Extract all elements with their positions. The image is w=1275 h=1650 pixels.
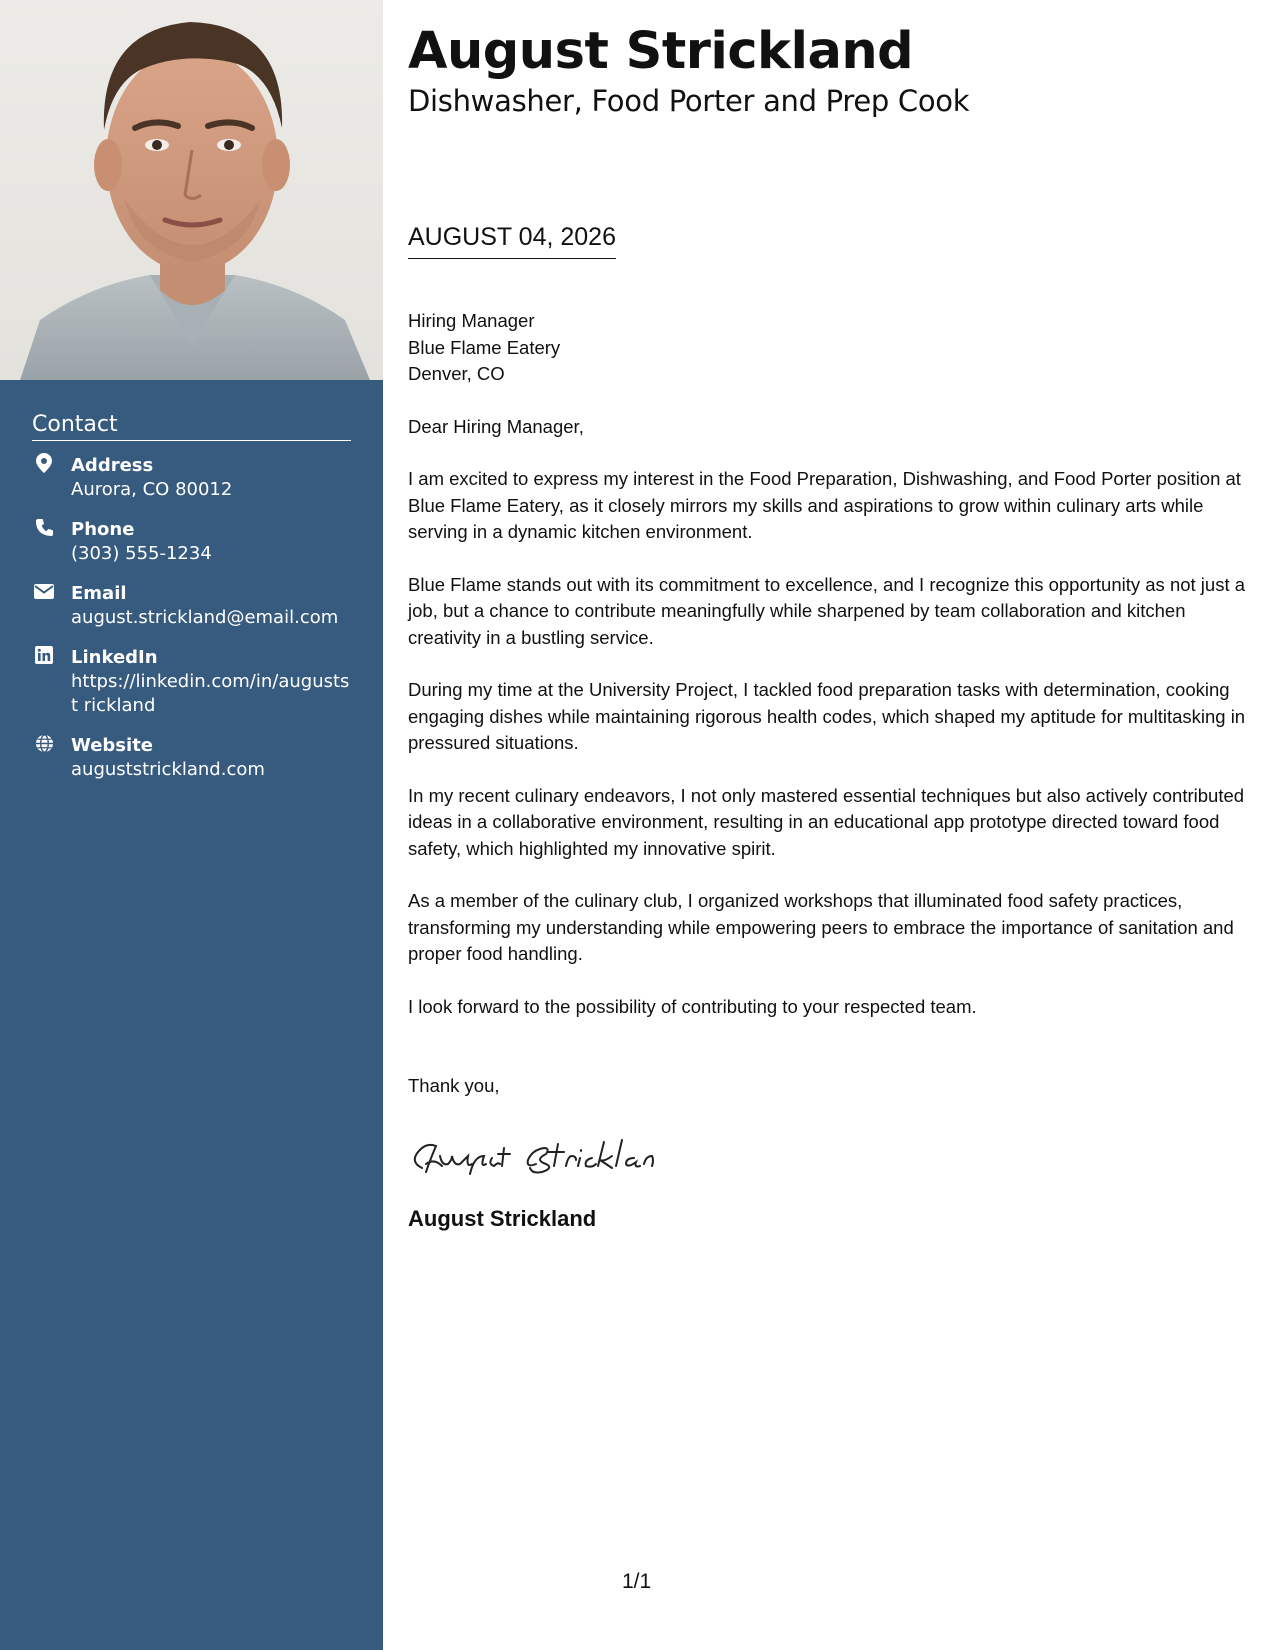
job-title: Dishwasher, Food Porter and Prep Cook	[408, 84, 970, 118]
page-number: 1/1	[622, 1570, 652, 1593]
linkedin-value[interactable]: https://linkedin.com/in/augustst rickland	[71, 671, 350, 716]
salutation: Dear Hiring Manager,	[408, 415, 584, 437]
website-label: Website	[71, 735, 154, 756]
closing-line: Thank you,	[408, 1075, 500, 1096]
profile-photo	[0, 0, 383, 380]
globe-icon	[34, 733, 54, 753]
phone-value[interactable]: (303) 555-1234	[71, 543, 212, 564]
contact-address	[32, 453, 351, 502]
email-value[interactable]: august.strickland@email.com	[71, 607, 339, 628]
contact-email	[32, 581, 351, 630]
contact-heading: Contact	[32, 412, 351, 441]
recipient-line: Denver, CO	[408, 363, 505, 384]
address-label: Address	[71, 455, 154, 476]
linkedin-icon	[34, 645, 54, 665]
contact-website	[32, 733, 351, 782]
contact-phone	[32, 517, 351, 566]
address-value: Aurora, CO 80012	[71, 479, 233, 500]
body-paragraph: As a member of the culinary club, I organized workshops that illuminated food safety practices, transforming my understanding while empowering peers to embrace the importance of sanitation and proper food handling.	[408, 890, 1234, 964]
sidebar	[0, 0, 383, 1650]
recipient-line: Hiring Manager	[408, 310, 535, 331]
phone-icon	[34, 517, 54, 537]
applicant-name: August Strickland	[408, 22, 914, 81]
envelope-icon	[34, 581, 54, 601]
body-paragraph: I am excited to express my interest in the Food Preparation, Dishwashing, and Food Porter position at Blue Flame Eatery, as it closely mirrors my skills and aspirations to grow within culinary arts while serving in a dynamic kitchen environment.	[408, 468, 1241, 542]
body-paragraph: During my time at the University Project, I tackled food preparation tasks with determination, cooking engaging dishes while maintaining rigorous health codes, which shaped my aptitude for multitasking in pressured situations.	[408, 679, 1246, 753]
body-paragraph: I look forward to the possibility of contributing to your respected team.	[408, 995, 977, 1017]
recipient-line: Blue Flame Eatery	[408, 336, 561, 358]
body-paragraph: In my recent culinary endeavors, I not only mastered essential techniques but also actively contributed ideas in a collaborative environment, resulting in an educational app prototype directed toward food safety, which highlighted my innovative spirit.	[408, 784, 1245, 859]
contact-section	[32, 412, 351, 797]
contact-linkedin	[32, 645, 351, 718]
handwritten-signature	[408, 1134, 668, 1180]
signer-name: August Strickland	[408, 1205, 597, 1231]
website-value[interactable]: auguststrickland.com	[71, 759, 265, 780]
map-pin-icon	[34, 453, 54, 473]
email-label: Email	[71, 583, 127, 604]
letter-date: AUGUST 04, 2026	[408, 223, 616, 259]
body-paragraph: Blue Flame stands out with its commitment to excellence, and I recognize this opportunity as not just a job, but a chance to contribute meaningfully while sharpened by team collaboration and kitchen creativity in a bustling service.	[408, 573, 1246, 648]
linkedin-label: LinkedIn	[71, 647, 158, 668]
phone-label: Phone	[71, 519, 135, 540]
letter-body	[408, 282, 1250, 1232]
